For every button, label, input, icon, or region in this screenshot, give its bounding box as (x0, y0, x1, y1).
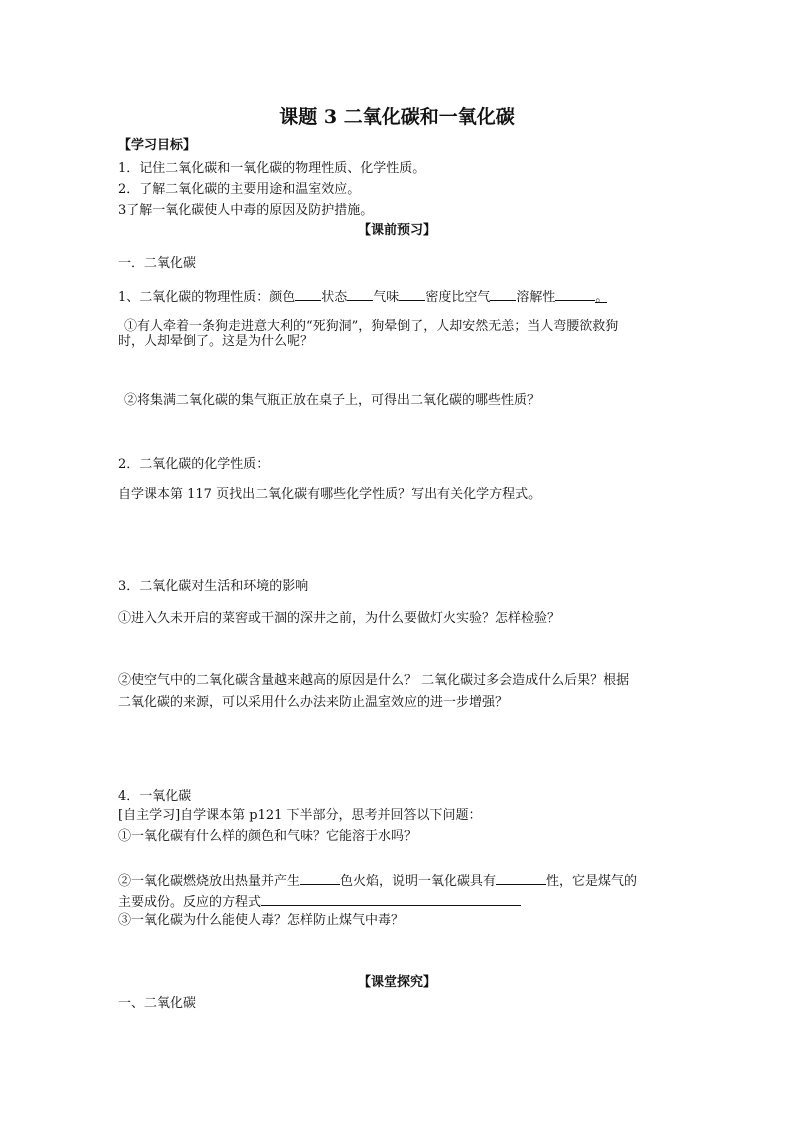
question-co-color: ①一氧化碳有什么样的颜色和气味？它能溶于水吗？ (118, 829, 418, 844)
color-blank (295, 287, 321, 301)
question-greenhouse-line2: 二氧化碳的来源，可以采用什么办法来防止温室效应的进一步增强？ (118, 695, 509, 710)
explore-heading: 【课堂探究】 (357, 975, 436, 990)
co-flame-part2: 色火焰，说明一氧化碳具有 (340, 874, 497, 889)
co-equation-label: 主要成份。反应的方程式 (118, 895, 262, 910)
objective-item-1: 1．记住二氧化碳和一氧化碳的物理性质、化学性质。 (118, 161, 426, 176)
question-dog-cave-line1: ①有人牵着一条狗走进意大利的“死狗洞”，狗晕倒了，人却安然无恙；当人弯腰欲救狗 (124, 319, 619, 334)
question-gas-bottle: ②将集满二氧化碳的集气瓶正放在桌子上，可得出二氧化碳的哪些性质？ (124, 393, 541, 408)
objectives-heading: 【学习目标】 (118, 138, 197, 153)
question-co-flame (118, 871, 637, 891)
solubility-blank (555, 287, 595, 301)
state-blank (347, 287, 373, 301)
preview-heading: 【课前预习】 (357, 223, 436, 238)
question-greenhouse-line1: ②使空气中的二氧化碳含量越来越高的原因是什么？ 二氧化碳过多会造成什么后果？根据 (118, 673, 630, 688)
question-environment: 3．二氧化碳对生活和环境的影响 (118, 579, 309, 594)
density-label: 密度比空气 (425, 290, 491, 305)
co-flame-part1: ②一氧化碳燃烧放出热量并产生 (118, 874, 301, 889)
density-blank (490, 287, 516, 301)
odor-blank (399, 287, 425, 301)
page-title: 课题 3 二氧化碳和一氧化碳 (279, 106, 515, 128)
question-dog-cave-line2: 时，人却晕倒了。这是为什么呢？ (118, 334, 314, 349)
question-co-equation (118, 892, 521, 912)
question-physical-properties (118, 287, 607, 307)
equation-blank (261, 892, 521, 906)
period: 。 (595, 290, 609, 305)
state-label: 状态 (321, 290, 348, 305)
objective-item-2: 2．了解二氧化碳的主要用途和温室效应。 (118, 182, 361, 197)
question-co: 4．一氧化碳 (118, 789, 192, 804)
preview-section-co2: 一．二氧化碳 (118, 256, 197, 271)
physical-properties-label: 1、二氧化碳的物理性质：颜色 (118, 290, 296, 305)
question-chemical-properties: 2．二氧化碳的化学性质： (118, 457, 270, 472)
objective-item-3: 3了解一氧化碳使人中毒的原因及防护措施。 (118, 203, 374, 218)
flame-color-blank (300, 871, 340, 885)
property-blank (496, 871, 546, 885)
solubility-label: 溶解性 (516, 290, 556, 305)
question-chemical-properties-text: 自学课本第 117 页找出二氧化碳有哪些化学性质？写出有关化学方程式。 (118, 487, 542, 502)
question-co-poison: ③一氧化碳为什么能使人毒？怎样防止煤气中毒？ (118, 913, 405, 928)
co-flame-part3: 性，它是煤气的 (546, 874, 638, 889)
explore-section-co2: 一、二氧化碳 (118, 996, 197, 1011)
odor-label: 气味 (373, 290, 400, 305)
question-lamp-test: ①进入久未开启的菜窖或干涸的深井之前，为什么要做灯火实验？怎样检验？ (118, 611, 561, 626)
question-co-intro: [自主学习]自学课本第 p121 下半部分，思考并回答以下问题： (118, 808, 482, 823)
